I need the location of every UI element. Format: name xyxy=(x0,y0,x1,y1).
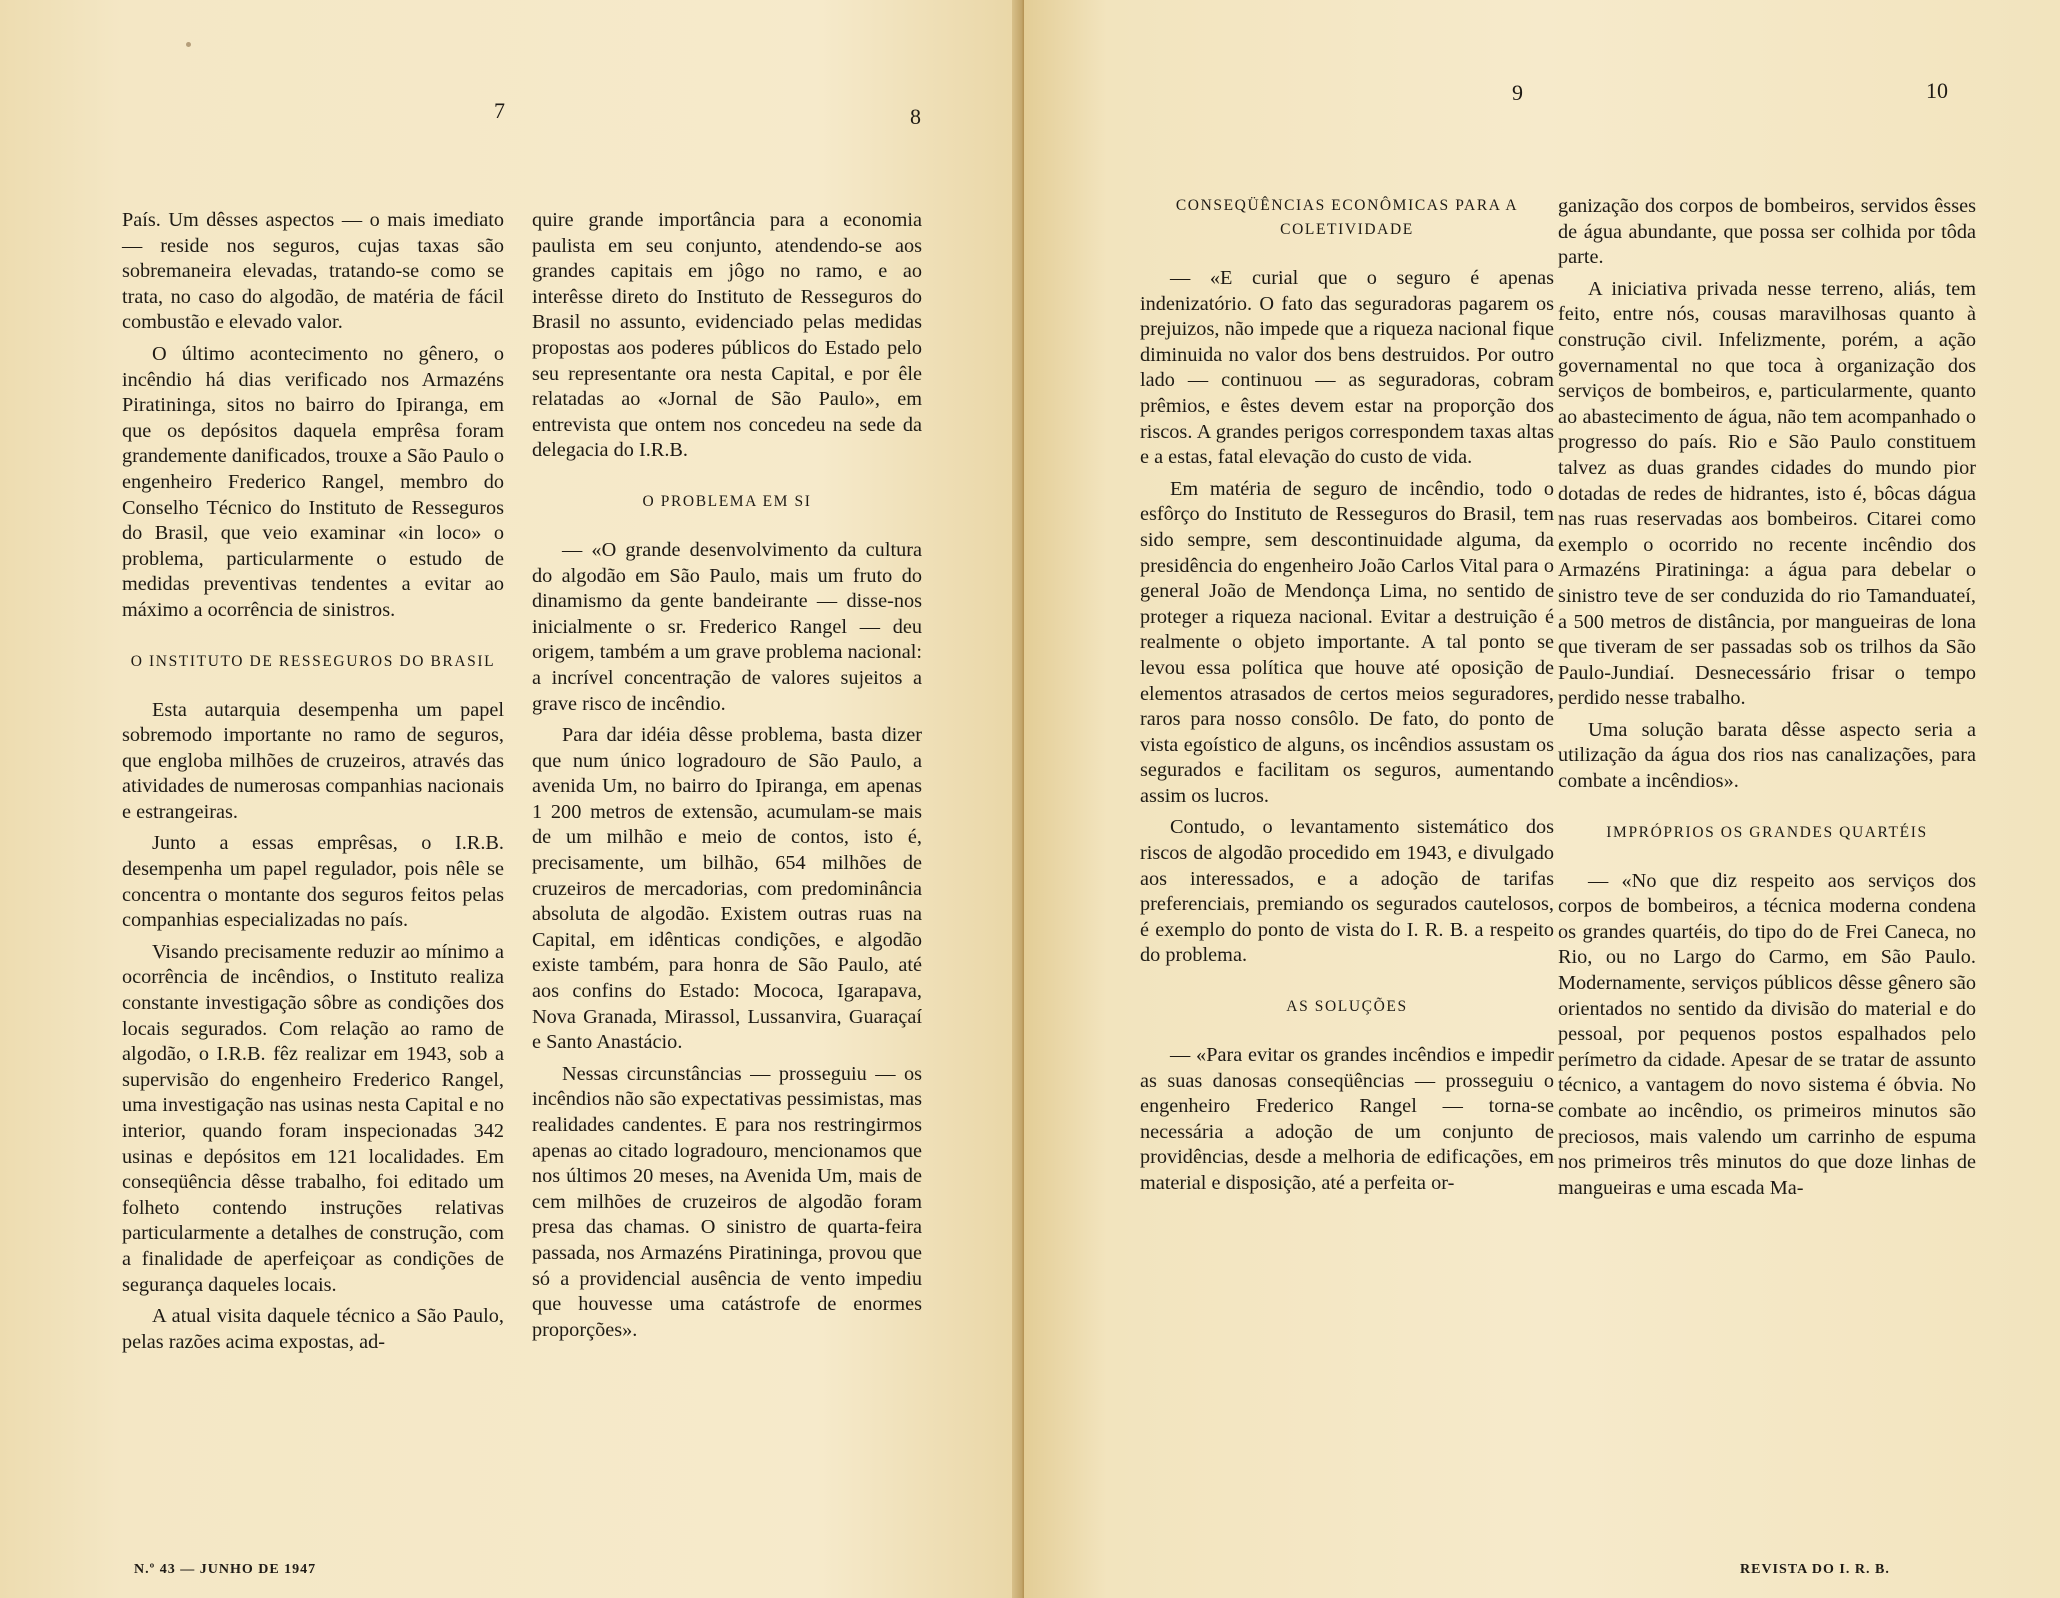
col3-paragraph-4: — «Para evitar os grandes incêndios e impedir as suas danosas conseqüências — prosseguiu o engenheiro Frederico Rangel — torna-se necessária a adoção de um conjunto de providências, desde a melhoria de edificações, em material e disposição, até a perfeita or- xyxy=(1140,1044,1554,1194)
col3-paragraph-3: Contudo, o levantamento sistemático dos riscos de algodão procedido em 1943, e divulgado aos interessados, e a adoção de tarifas preferenciais, premiando os segurados cautelosos, é exemplo do ponto de vista do I. R. B. a respeito do problema. xyxy=(1140,816,1554,967)
column-3 xyxy=(1140,194,1554,1203)
footer-issue: N.º 43 — JUNHO DE 1947 xyxy=(134,1562,317,1577)
column-1 xyxy=(122,208,504,1361)
footer-magazine: REVISTA DO I. R. B. xyxy=(1740,1562,1890,1577)
col1-paragraph-4: Junto a essas emprêsas, o I.R.B. desempenha um papel regulador, pois nêle se concentra o montante dos seguros feitos pelas companhias especializadas no país. xyxy=(122,832,504,932)
page-number-7: 7 xyxy=(494,98,505,123)
left-page xyxy=(0,0,1022,1598)
col1-paragraph-5: Visando precisamente reduzir ao mínimo a ocorrência de incêndios, o Instituto realiza constante investigação sôbre as condições dos locais segurados. Com relação ao ramo de algodão, o I.R.B. fêz realizar em 1943, sob a supervisão do engenheiro Frederico Rangel, uma investigação nas usinas nesta Capital e no interior, quando foram inspecionadas 342 usinas e depósitos em 121 localidades. Em conseqüência dêsse trabalho, foi editado um folheto contendo instruções relativas particularmente a detalhes de construção, com a finalidade de aperfeiçoar as condições de segurança daqueles locais. xyxy=(122,940,504,1296)
col3-paragraph-1: — «E curial que o seguro é apenas indenizatório. O fato das seguradoras pagarem os prejuizos, não impede que a riqueza nacional fique diminuida no valor dos bens destruidos. Por outro lado — continuou — as seguradoras, cobram prêmios, e êstes devem estar na proporção dos riscos. A grandes perigos correspondem taxas altas e a estas, fatal elevação do custo de vida. xyxy=(1140,267,1554,469)
paper-speck xyxy=(186,42,191,47)
section-heading-solucoes: AS SOLUÇÕES xyxy=(1286,998,1408,1016)
section-heading-consequencias: CONSEQÜÊNCIAS ECONÔMICAS PARA A COLETIVIDADE xyxy=(1175,197,1519,238)
section-heading-problema: O PROBLEMA EM SI xyxy=(642,492,812,510)
section-heading-quarteis: IMPRÓPRIOS OS GRANDES QUARTÉIS xyxy=(1606,823,1928,841)
col4-paragraph-1: ganização dos corpos de bombeiros, servidos êsses de água abundante, que possa ser colhida por tôda parte. xyxy=(1558,195,1976,269)
column-4 xyxy=(1558,194,1976,1207)
col4-paragraph-4: — «No que diz respeito aos serviços dos corpos de bombeiros, a técnica moderna condena os grandes quartéis, do tipo do de Frei Caneca, no Rio, ou no Largo do Carmo, em São Paulo. Modernamente, serviços públicos dêsse gênero são orientados no sentido da divisão do material e do pessoal, por pequenos postos espalhados pelo perímetro da cidade. Apesar de se tratar de assunto técnico, a vantagem do novo sistema é óbvia. No combate ao incêndio, os primeiros minutos são preciosos, mais valendo um carrinho de espuma nos primeiros três minutos do que doze linhas de mangueiras e uma escada Ma- xyxy=(1558,869,1976,1199)
section-heading-instituto: O INSTITUTO DE RESSEGUROS DO BRASIL xyxy=(130,652,496,670)
col2-paragraph-1: quire grande importância para a economia paulista em seu conjunto, atendendo-se aos grandes capitais em jôgo no ramo, e ao interêsse direto do Instituto de Resseguros do Brasil no assunto, evidenciado pelas medidas propostas aos poderes públicos do Estado pelo seu representante ora nesta Capital, e por êle relatadas ao «Jornal de São Paulo», em entrevista que ontem nos concedeu na sede da delegacia do I.R.B. xyxy=(532,209,922,462)
col1-paragraph-1: País. Um dêsses aspectos — o mais imediato — reside nos seguros, cujas taxas são sobremaneira elevadas, tratando-se como se trata, no caso do algodão, de matéria de fácil combustão e elevado valor. xyxy=(122,209,504,334)
col2-paragraph-4: Nessas circunstâncias — prosseguiu — os incêndios não são expectativas pessimistas, mas realidades candentes. E para nos restringirmos apenas ao citado logradouro, mencionamos que nos últimos 20 meses, na Avenida Um, mais de cem milhões de cruzeiros de algodão foram presa das chamas. O sinistro de quarta-feira passada, nos Armazéns Piratininga, provou que só a providencial ausência de vento impediu que houvesse uma catástrofe de enormes proporções». xyxy=(532,1062,922,1341)
page-number-8: 8 xyxy=(910,104,921,129)
col1-paragraph-3: Esta autarquia desempenha um papel sobremodo importante no ramo de seguros, que engloba milhões de cruzeiros, através das atividades de numerosas companhias nacionais e estrangeiras. xyxy=(122,698,504,823)
col2-paragraph-2: — «O grande desenvolvimento da cultura do algodão em São Paulo, mais um fruto do dinamismo da gente bandeirante — disse-nos inicialmente o sr. Frederico Rangel — deu origem, também a um grave problema nacional: a incrível concentração de valores sujeitos a grave risco de incêndio. xyxy=(532,538,922,715)
right-page xyxy=(1024,0,2060,1598)
column-2 xyxy=(532,208,922,1349)
col1-paragraph-2: O último acontecimento no gênero, o incêndio há dias verificado nos Armazéns Piratininga, sitos no bairro do Ipiranga, em que os depósitos daquela emprêsa foram grandemente danificados, trouxe a São Paulo o engenheiro Frederico Rangel, membro do Conselho Técnico do Instituto de Resseguros do Brasil, que veio examinar «in loco» o problema, particularmente o estudo de medidas preventivas tendentes a evitar ao máximo a ocorrência de sinistros. xyxy=(122,342,504,621)
page-number-9: 9 xyxy=(1512,80,1523,105)
col4-paragraph-2: A iniciativa privada nesse terreno, aliás, tem feito, entre nós, cousas maravilhosas quanto à construção civil. Infelizmente, porém, a ação governamental no que toca à organização dos serviços de bombeiros, e, particularmente, quanto ao abastecimento de água, não tem acompanhado o progresso do país. Rio e São Paulo constituem talvez as duas grandes cidades do mundo pior dotadas de redes de hidrantes, isto é, bôcas dágua nas ruas reservadas aos bombeiros. Citarei como exemplo o ocorrido no recente incêndio dos Armazéns Piratininga: a água para debelar o sinistro teve de ser conduzida do rio Tamanduateí, a 500 metros de distância, por mangueiras de lona que tiveram de ser passadas sob os trilhos da São Paulo-Jundiaí. Desnecessário frisar o tempo perdido nesse trabalho. xyxy=(1558,277,1976,710)
col1-paragraph-6: A atual visita daquele técnico a São Paulo, pelas razões acima expostas, ad- xyxy=(122,1305,504,1353)
col3-paragraph-2: Em matéria de seguro de incêndio, todo o esfôrço do Instituto de Resseguros do Brasil, tem sido sempre, sem descontinuidade alguma, da presidência do engenheiro João Carlos Vital para o general João de Mendonça Lima, no sentido de proteger a riqueza nacional. Evitar a destruição é realmente o objeto importante. A tal ponto se levou essa política que houve até oposição de elementos atrasados de certos meios seguradores, raros para nosso consôlo. De fato, do ponto de vista egoístico de alguns, os incêndios assustam os segurados e facilitam os seguros, aumentando assim os lucros. xyxy=(1140,477,1554,807)
page-number-10: 10 xyxy=(1926,78,1948,103)
col2-paragraph-3: Para dar idéia dêsse problema, basta dizer que num único logradouro de São Paulo, a avenida Um, no bairro do Ipiranga, em apenas 1 200 metros de extensão, acumulam-se mais de um milhão e meio de contos, isto é, precisamente, um bilhão, 654 milhões de cruzeiros de mercadorias, com predominância absoluta de algodão. Existem outras ruas na Capital, em idênticas condições, e algodão existe também, para honra de São Paulo, até aos confins do Estado: Mococa, Igarapava, Nova Granada, Mirassol, Lussanvira, Guaraçaí e Santo Anastácio. xyxy=(532,724,922,1054)
col4-paragraph-3: Uma solução barata dêsse aspecto seria a utilização da água dos rios nas canalizações, para combate a incêndios». xyxy=(1558,718,1976,793)
